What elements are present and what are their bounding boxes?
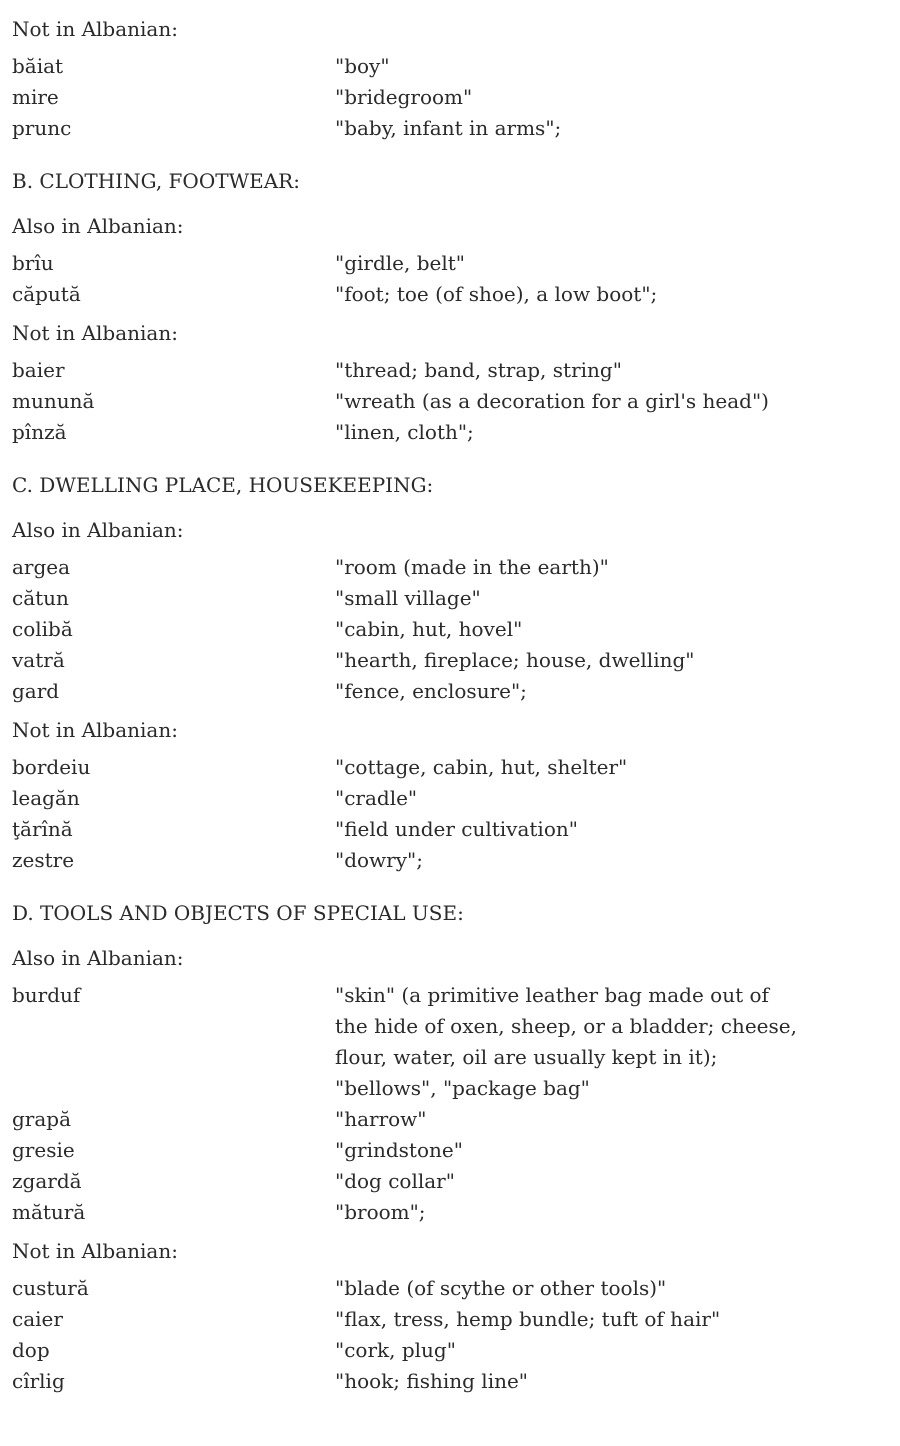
romanian-word: munună: [12, 389, 95, 413]
gloss-line: "room (made in the earth)": [335, 555, 609, 579]
romanian-word: băiat: [12, 54, 64, 78]
gloss-line: "bellows", "package bag": [335, 1076, 590, 1100]
list-item: [12, 1197, 900, 1228]
gloss-line: "cabin, hut, hovel": [335, 617, 523, 641]
gloss-line: "skin" (a primitive leather bag made out of: [335, 983, 769, 1007]
gloss-line: "linen, cloth";: [335, 420, 474, 444]
gloss-line: "flax, tress, hemp bundle; tuft of hair": [335, 1307, 721, 1331]
list-item: [12, 113, 900, 144]
list-item: [12, 980, 900, 1104]
gloss-line: "dowry";: [335, 848, 423, 872]
group-label: Not in Albanian:: [12, 321, 178, 345]
gloss: [335, 552, 900, 583]
list-item: [12, 386, 900, 417]
gloss-line: "harrow": [335, 1107, 427, 1131]
list-item: [12, 1366, 900, 1397]
gloss: [335, 1273, 900, 1304]
romanian-word: cătun: [12, 586, 69, 610]
gloss-line: "wreath (as a decoration for a girl's head"): [335, 389, 769, 413]
romanian-word: baier: [12, 358, 65, 382]
group-label: Also in Albanian:: [12, 518, 184, 542]
section: [12, 166, 900, 448]
gloss: [335, 1197, 900, 1228]
word-group: [12, 211, 900, 310]
group-label: Also in Albanian:: [12, 946, 184, 970]
romanian-word: cîrlig: [12, 1369, 65, 1393]
list-item: [12, 51, 900, 82]
gloss: [335, 417, 900, 448]
gloss: [335, 386, 900, 417]
romanian-word: vatră: [12, 648, 65, 672]
gloss: [335, 583, 900, 614]
group-label: Not in Albanian:: [12, 1239, 178, 1263]
list-item: [12, 552, 900, 583]
gloss-line: "thread; band, strap, string": [335, 358, 622, 382]
word-group: [12, 715, 900, 876]
gloss: [335, 1366, 900, 1397]
gloss-line: "small village": [335, 586, 481, 610]
list-item: [12, 583, 900, 614]
romanian-word: prunc: [12, 116, 72, 140]
list-item: [12, 614, 900, 645]
gloss: [335, 1335, 900, 1366]
group-label: Not in Albanian:: [12, 718, 178, 742]
gloss-line: the hide of oxen, sheep, or a bladder; cheese,: [335, 1014, 797, 1038]
gloss: [335, 676, 900, 707]
romanian-word: grapă: [12, 1107, 72, 1131]
romanian-word: gard: [12, 679, 60, 703]
list-item: [12, 752, 900, 783]
gloss: [335, 814, 900, 845]
word-group: [12, 1236, 900, 1397]
list-item: [12, 1104, 900, 1135]
list-item: [12, 1273, 900, 1304]
gloss-line: "cradle": [335, 786, 418, 810]
gloss: [335, 82, 900, 113]
word-group: [12, 318, 900, 448]
gloss: [335, 1304, 900, 1335]
gloss-line: "grindstone": [335, 1138, 463, 1162]
romanian-word: ţărînă: [12, 817, 73, 841]
gloss-line: "field under cultivation": [335, 817, 578, 841]
gloss-line: "cottage, cabin, hut, shelter": [335, 755, 628, 779]
romanian-word: zgardă: [12, 1169, 82, 1193]
gloss-line: "cork, plug": [335, 1338, 456, 1362]
list-item: [12, 248, 900, 279]
gloss-line: "hook; fishing line": [335, 1369, 529, 1393]
list-item: [12, 676, 900, 707]
section: [12, 14, 900, 144]
section: [12, 898, 900, 1397]
gloss-line: flour, water, oil are usually kept in it);: [335, 1045, 718, 1069]
romanian-word: gresie: [12, 1138, 75, 1162]
romanian-word: brîu: [12, 251, 54, 275]
romanian-word: zestre: [12, 848, 75, 872]
list-item: [12, 814, 900, 845]
romanian-word: argea: [12, 555, 71, 579]
gloss-line: "foot; toe (of shoe), a low boot";: [335, 282, 658, 306]
list-item: [12, 1135, 900, 1166]
word-group: [12, 943, 900, 1228]
list-item: [12, 417, 900, 448]
list-item: [12, 1335, 900, 1366]
list-item: [12, 845, 900, 876]
section-heading: B. CLOTHING, FOOTWEAR:: [12, 169, 300, 193]
gloss: [335, 51, 900, 82]
word-group: [12, 515, 900, 707]
gloss-line: "broom";: [335, 1200, 426, 1224]
list-item: [12, 645, 900, 676]
gloss-line: "girdle, belt": [335, 251, 465, 275]
gloss: [335, 845, 900, 876]
group-label: Not in Albanian:: [12, 17, 178, 41]
gloss: [335, 1104, 900, 1135]
gloss: [335, 355, 900, 386]
romanian-word: burduf: [12, 983, 81, 1007]
gloss-line: "blade (of scythe or other tools)": [335, 1276, 667, 1300]
gloss: [335, 645, 900, 676]
gloss: [335, 752, 900, 783]
gloss: [335, 279, 900, 310]
gloss: [335, 783, 900, 814]
gloss-line: "hearth, fireplace; house, dwelling": [335, 648, 695, 672]
section: [12, 470, 900, 876]
romanian-word: pînză: [12, 420, 67, 444]
gloss-line: "dog collar": [335, 1169, 455, 1193]
word-group: [12, 14, 900, 144]
romanian-word: dop: [12, 1338, 50, 1362]
list-item: [12, 355, 900, 386]
gloss-line: "baby, infant in arms";: [335, 116, 562, 140]
gloss: [335, 614, 900, 645]
romanian-word: leagăn: [12, 786, 80, 810]
list-item: [12, 1304, 900, 1335]
list-item: [12, 1166, 900, 1197]
romanian-word: căpută: [12, 282, 81, 306]
gloss: [335, 980, 900, 1104]
section-heading: C. DWELLING PLACE, HOUSEKEEPING:: [12, 473, 434, 497]
romanian-word: mătură: [12, 1200, 86, 1224]
gloss: [335, 248, 900, 279]
romanian-word: colibă: [12, 617, 73, 641]
gloss-line: "fence, enclosure";: [335, 679, 527, 703]
gloss: [335, 113, 900, 144]
gloss: [335, 1166, 900, 1197]
gloss-line: "bridegroom": [335, 85, 473, 109]
group-label: Also in Albanian:: [12, 214, 184, 238]
gloss: [335, 1135, 900, 1166]
romanian-word: custură: [12, 1276, 89, 1300]
section-heading: D. TOOLS AND OBJECTS OF SPECIAL USE:: [12, 901, 464, 925]
romanian-word: mire: [12, 85, 59, 109]
romanian-word: bordeiu: [12, 755, 91, 779]
list-item: [12, 783, 900, 814]
list-item: [12, 279, 900, 310]
list-item: [12, 82, 900, 113]
gloss-line: "boy": [335, 54, 390, 78]
romanian-word: caier: [12, 1307, 63, 1331]
